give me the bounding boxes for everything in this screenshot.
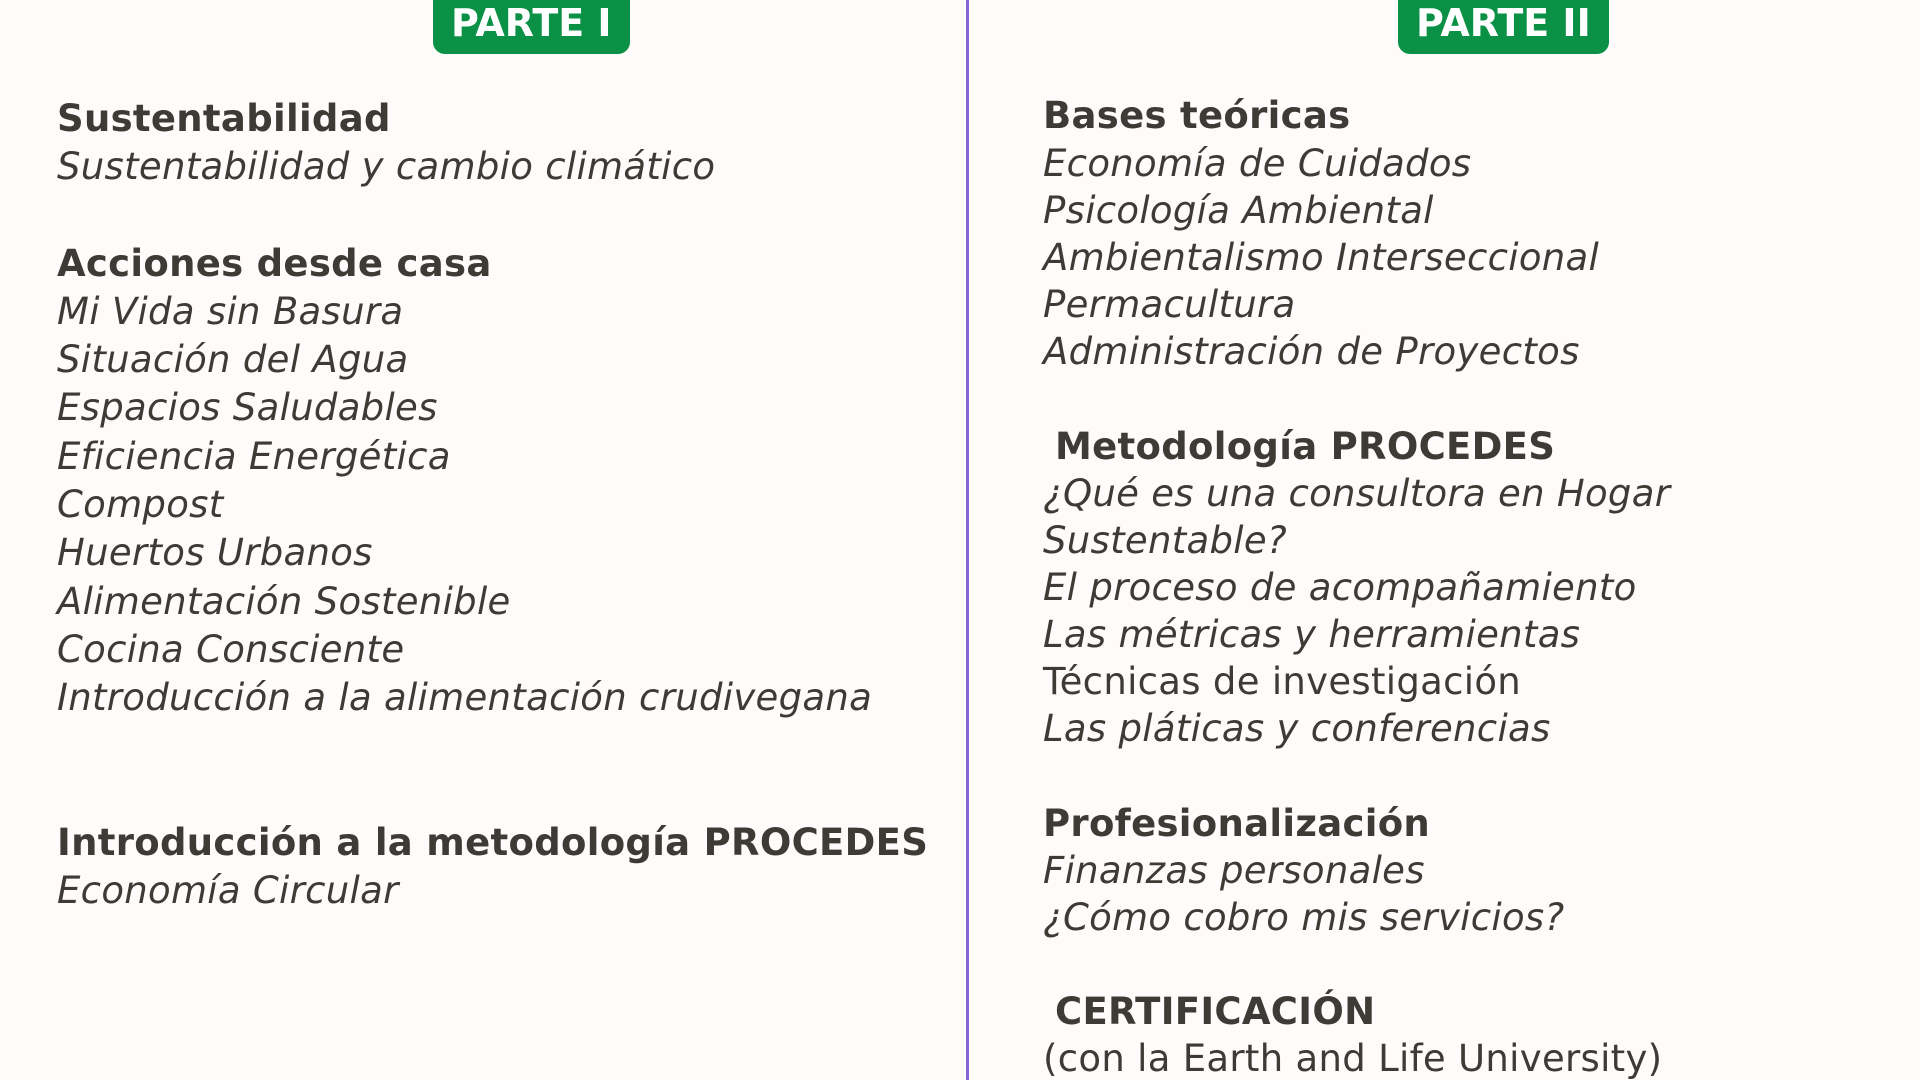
list-item: (con la Earth and Life University): [1043, 1037, 1663, 1080]
section-heading-metodologia: Metodología PROCEDES: [1055, 425, 1556, 468]
list-item: Psicología Ambiental: [1043, 189, 1434, 232]
section-heading-sustentabilidad: Sustentabilidad: [57, 97, 391, 140]
list-item: Mi Vida sin Basura: [57, 290, 404, 333]
section-heading-bases: Bases teóricas: [1043, 94, 1351, 137]
list-item: Sustentable?: [1043, 519, 1287, 562]
list-item: Economía Circular: [57, 869, 399, 912]
list-item: Espacios Saludables: [57, 386, 438, 429]
list-item: Alimentación Sostenible: [57, 580, 511, 623]
section-heading-profesionalizacion: Profesionalización: [1043, 802, 1431, 845]
parte-1-badge: PARTE I: [433, 0, 630, 54]
list-item: Finanzas personales: [1043, 849, 1425, 892]
list-item: ¿Cómo cobro mis servicios?: [1043, 896, 1565, 939]
list-item: Las pláticas y conferencias: [1043, 707, 1551, 750]
list-item: Permacultura: [1043, 283, 1296, 326]
list-item: Ambientalismo Interseccional: [1043, 236, 1600, 279]
list-item: Economía de Cuidados: [1043, 142, 1472, 185]
list-item: Huertos Urbanos: [57, 531, 373, 574]
list-item: Las métricas y herramientas: [1043, 613, 1581, 656]
column-divider: [966, 0, 969, 1080]
list-item: Situación del Agua: [57, 338, 409, 381]
parte-2-badge: PARTE II: [1398, 0, 1609, 54]
list-item: ¿Qué es una consultora en Hogar: [1043, 472, 1671, 515]
section-heading-introduccion: Introducción a la metodología PROCEDES: [57, 821, 929, 864]
list-item: Cocina Consciente: [57, 628, 405, 671]
list-item: Técnicas de investigación: [1043, 660, 1522, 703]
list-item: Administración de Proyectos: [1043, 330, 1580, 373]
list-item: Sustentabilidad y cambio climático: [57, 145, 716, 188]
list-item: El proceso de acompañamiento: [1043, 566, 1637, 609]
section-heading-acciones: Acciones desde casa: [57, 242, 492, 285]
list-item: Compost: [57, 483, 224, 526]
list-item: Introducción a la alimentación crudivegana: [57, 676, 873, 719]
section-heading-certificacion: CERTIFICACIÓN: [1055, 990, 1376, 1033]
list-item: Eficiencia Energética: [57, 435, 451, 478]
